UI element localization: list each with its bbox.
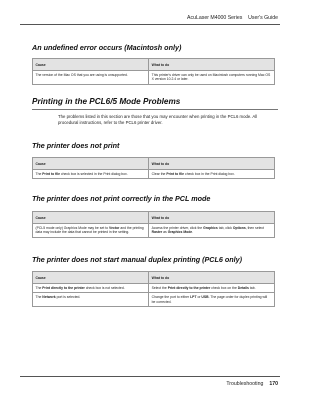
header-product: AcuLaser M4000 Series	[187, 15, 243, 21]
heading-no-duplex: The printer does not start manual duplex printing (PCL6 only)	[32, 255, 243, 264]
heading-pcl-problems: Printing in the PCL6/5 Mode Problems	[32, 97, 181, 106]
cause-cell: (PCL5 mode only) Graphics Mode may be set to Vector and the printing data may include the data that cannot be printed in the setting.	[33, 224, 149, 238]
todo-cell: This printer's driver can only be used on Macintosh computers running Mac OS X version 10.2.4 or later.	[149, 71, 275, 85]
heading-pcl-incorrect: The printer does not print correctly in the PCL mode	[32, 194, 211, 203]
table-mac-error	[32, 58, 275, 85]
footer-section: Troubleshooting	[226, 381, 264, 387]
footer-divider	[20, 376, 280, 377]
col-todo-header: What to do	[149, 212, 275, 224]
todo-cell: Clear the Print to file check box in the Print dialog box.	[149, 170, 275, 179]
table-header-row	[33, 59, 275, 71]
header-guide: User's Guide	[248, 15, 278, 21]
todo-cell: Access the printer driver, click the Graphics tab, click Options, then select Raster as Graphics Mode.	[149, 224, 275, 238]
heading-divider	[32, 109, 278, 110]
heading-no-print: The printer does not print	[32, 141, 120, 150]
col-cause-header: Cause	[33, 158, 149, 170]
running-footer	[226, 381, 278, 387]
cause-cell: The Network port is selected.	[33, 293, 149, 307]
cause-cell: The Print directly to the printer check box is not selected.	[33, 284, 149, 293]
table-no-duplex	[32, 271, 275, 307]
table-row	[33, 224, 275, 238]
table-no-print	[32, 157, 275, 179]
todo-cell: Change the port to either LPT or USB. The page order for duplex printing will be corrected.	[149, 293, 275, 307]
col-cause-header: Cause	[33, 59, 149, 71]
running-header	[187, 15, 278, 21]
col-todo-header: What to do	[149, 158, 275, 170]
page-number: 170	[269, 381, 278, 387]
table-row	[33, 71, 275, 85]
table-header-row	[33, 212, 275, 224]
table-row	[33, 284, 275, 293]
cause-cell: The Print to file check box is selected in the Print dialog box.	[33, 170, 149, 179]
col-todo-header: What to do	[149, 59, 275, 71]
todo-cell: Select the Print directly to the printer check box on the Details tab.	[149, 284, 275, 293]
pcl-intro-paragraph: The problems listed in this section are those that you may encounter when printing in the PCL6 mode. All procedural instructions, refer to the PCL6 printer driver.	[58, 114, 258, 125]
cause-cell: The version of the Mac OS that you are using is unsupported.	[33, 71, 149, 85]
col-cause-header: Cause	[33, 272, 149, 284]
col-todo-header: What to do	[149, 272, 275, 284]
header-divider	[20, 24, 280, 25]
table-header-row	[33, 158, 275, 170]
table-pcl-incorrect	[32, 211, 275, 238]
heading-mac-error: An undefined error occurs (Macintosh only)	[32, 43, 182, 52]
table-row	[33, 170, 275, 179]
col-cause-header: Cause	[33, 212, 149, 224]
table-row	[33, 293, 275, 307]
table-header-row	[33, 272, 275, 284]
